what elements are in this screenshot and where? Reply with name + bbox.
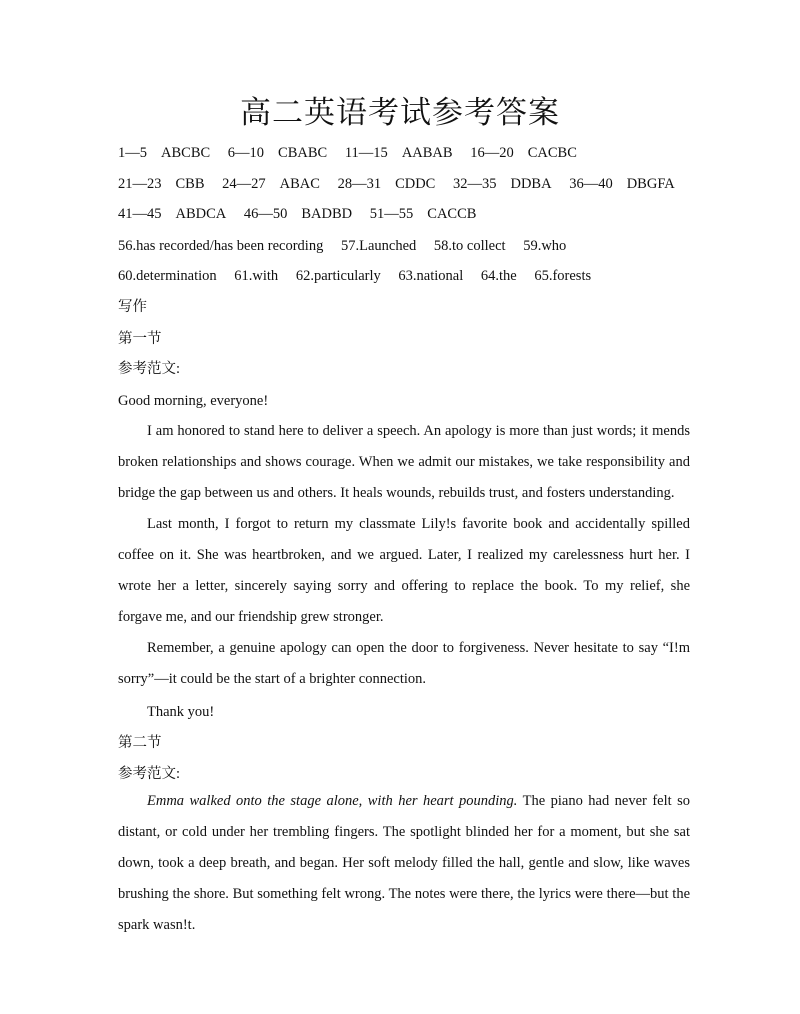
answer-row-3 [118, 204, 476, 224]
speech-paragraph-1: I am honored to stand here to deliver a speech. An apology is more than just words; it mends broken relationships and shows courage. When we admit our mistakes, we take responsibility and bridge the gap between us and others. It heals wounds, rebuilds trust, and fosters understanding. [118, 423, 690, 501]
answer-range: 21—23 [118, 176, 162, 192]
answer-letters: CACCB [427, 206, 477, 222]
answer-item: 63.national [398, 268, 464, 284]
answer-item: 59.who [523, 238, 567, 254]
speech-paragraph-2: Last month, I forgot to return my classmate Lily!s favorite book and accidentally spilled coffee on it. She was heartbroken, and we argued. Later, I realized my carelessness hurt her. I wrote her a letter, sincerely saying sorry and offering to replace the book. To my relief, she forgave me, and our friendship grew stronger. [118, 516, 690, 625]
section2-heading: 第二节 [118, 735, 162, 751]
answer-item: 60.determination [118, 268, 217, 284]
story-paragraph-text: The piano had never felt so distant, or cold under her trembling fingers. The spotlight blinded her for a moment, but she sat down, took a deep breath, and began. Her soft melody filled the hall, gentle and slow, like waves brushing the shore. But something felt wrong. The notes were there, the lyrics were there—but the spark wasn!t. [118, 793, 690, 933]
story-opening-sentence: Emma walked onto the stage alone, with her heart pounding. [147, 793, 518, 809]
answer-item: 62.particularly [295, 268, 381, 284]
answer-range: 1—5 [118, 145, 147, 161]
answer-range: 46—50 [243, 206, 288, 222]
answer-letters: ABAC [279, 176, 320, 192]
answer-row-5 [118, 266, 591, 286]
answer-letters: ABDCA [175, 206, 227, 222]
answer-range: 11—15 [344, 145, 388, 161]
section1-heading: 第一节 [118, 331, 162, 347]
answer-range: 16—20 [470, 145, 514, 161]
answer-letters: CACBC [527, 145, 577, 161]
answer-item: 58.to collect [433, 238, 506, 254]
answer-letters: AABAB [401, 145, 453, 161]
answer-letters: CDDC [395, 176, 436, 192]
answer-range: 51—55 [369, 206, 414, 222]
section2-sample-label: 参考范文: [118, 766, 181, 782]
answer-item: 65.forests [534, 268, 592, 284]
answer-range: 28—31 [337, 176, 382, 192]
answer-item: 56.has recorded/has been recording [118, 238, 324, 254]
answer-range: 24—27 [222, 176, 266, 192]
answer-letters: DBGFA [626, 176, 675, 192]
answer-range: 41—45 [118, 206, 162, 222]
answer-letters: DDBA [510, 176, 552, 192]
answer-range: 6—10 [227, 145, 265, 161]
speech-greeting: Good morning, everyone! [118, 393, 269, 409]
answer-range: 36—40 [569, 176, 613, 192]
answer-item: 57.Launched [340, 238, 417, 254]
answer-letters: BADBD [301, 206, 353, 222]
answer-item: 61.with [234, 268, 279, 284]
answer-letters: ABCBC [161, 145, 211, 161]
section1-sample-label: 参考范文: [118, 361, 181, 377]
answer-row-2 [118, 174, 675, 194]
speech-closing: Thank you! [147, 704, 215, 720]
answer-letters: CBB [175, 176, 205, 192]
page-title: 高二英语考试参考答案 [240, 95, 560, 130]
story-paragraph-1 [118, 786, 690, 941]
answer-item: 64.the [480, 268, 517, 284]
answer-letters: CBABC [278, 145, 328, 161]
answer-range: 32—35 [452, 176, 497, 192]
speech-paragraph-3: Remember, a genuine apology can open the door to forgiveness. Never hesitate to say “I!m sorry”—it could be the start of a brighter connection. [118, 640, 690, 687]
answer-row-4 [118, 236, 566, 256]
writing-heading: 写作 [118, 299, 147, 315]
answer-row-1 [118, 143, 577, 163]
